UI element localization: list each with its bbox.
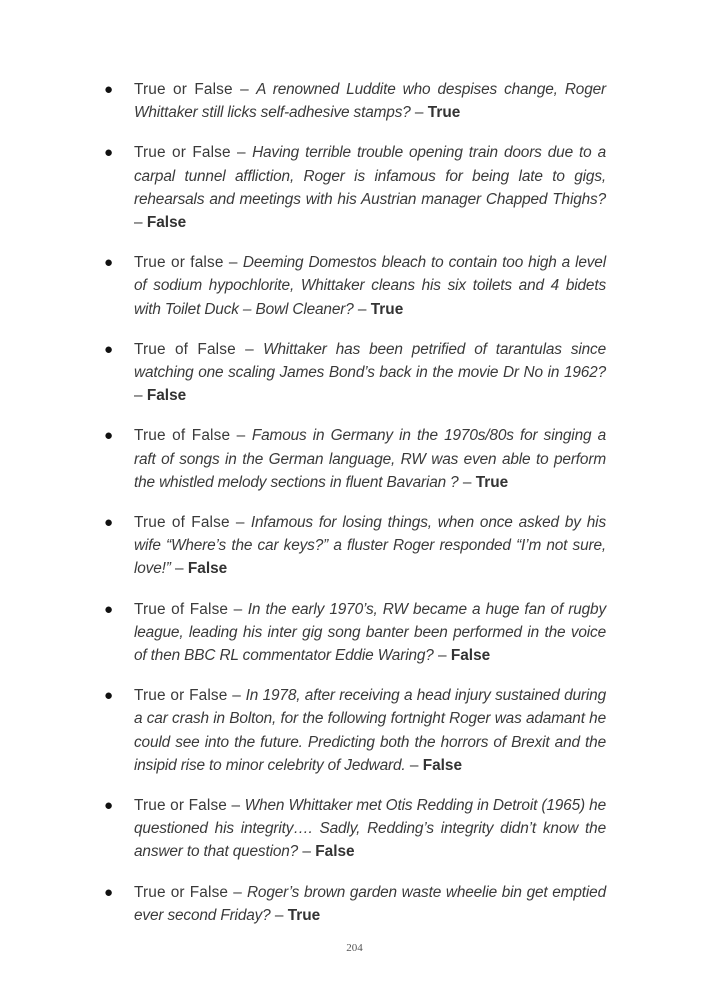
bullet-icon: ● (104, 514, 114, 532)
quiz-question: Infamous for losing things, when once asked by his wife “Where’s the car keys?” a fluster Roger responded “I’m not sure, love!” (134, 514, 607, 578)
quiz-prefix: True or False – (134, 81, 257, 98)
bullet-icon: ● (104, 797, 114, 815)
quiz-question: Having terrible trouble opening train doors due to a carpal tunnel affliction, Roger is infamous for being late to gigs, rehearsals and meetings with his Austrian manager Chapped Thighs? (134, 144, 606, 208)
quiz-prefix: True or false – (134, 254, 243, 272)
bullet-icon: ● (104, 427, 114, 445)
quiz-question: A renowned Luddite who despises change, Roger Whittaker still licks self-adhesive stamps? (134, 81, 606, 122)
bullet-icon: ● (104, 687, 114, 705)
quiz-question: When Whittaker met Otis Redding in Detroit (1965) he questioned his integrity…. Sadly, Redding’s integrity didn’t know the answer to that question? (134, 797, 606, 861)
quiz-item-2 (104, 141, 606, 234)
quiz-answer: False (187, 560, 228, 578)
quiz-item-8 (104, 684, 606, 777)
quiz-prefix: True or False – (134, 687, 246, 705)
quiz-separator: – (170, 560, 188, 578)
quiz-item-6 (104, 511, 607, 581)
quiz-question: In 1978, after receiving a head injury sustained during a car crash in Bolton, for the following fortnight Roger was adamant he could see into the future. Predicting both the horrors of Brexit and the insipid rise to minor celebrity of Jedward. (134, 687, 606, 774)
quiz-item-9 (104, 794, 606, 864)
quiz-answer: False (450, 647, 491, 665)
quiz-question: Whittaker has been petrified of tarantulas since watching one scaling James Bond’s back in the movie Dr No in 1962? (134, 340, 606, 382)
quiz-item-1 (104, 78, 606, 124)
quiz-item-5 (104, 424, 606, 494)
quiz-prefix: True or False – (134, 883, 247, 901)
bullet-icon: ● (104, 144, 114, 162)
quiz-answer: True (427, 104, 461, 122)
quiz-separator: – (433, 647, 451, 665)
quiz-separator: – (134, 387, 147, 405)
quiz-list (104, 78, 607, 944)
bullet-icon: ● (104, 81, 114, 98)
quiz-prefix: True or False – (134, 797, 245, 815)
quiz-question: Roger’s brown garden waste wheelie bin get emptied ever second Friday? (134, 883, 606, 924)
quiz-prefix: True of False – (134, 340, 264, 358)
bullet-icon: ● (104, 883, 114, 901)
bullet-icon: ● (104, 340, 114, 358)
bullet-icon: ● (104, 254, 114, 272)
quiz-item-3 (104, 251, 606, 321)
quiz-answer: False (422, 756, 463, 774)
quiz-answer: False (146, 214, 187, 232)
quiz-separator: – (270, 906, 288, 924)
quiz-item-10 (104, 881, 606, 927)
quiz-question: Famous in Germany in the 1970s/80s for singing a raft of songs in the German language, RW was even able to perform the whistled melody sections in fluent Bavarian ? (134, 427, 606, 491)
page-number: 204 (346, 942, 363, 954)
quiz-separator: – (353, 300, 371, 318)
bullet-icon: ● (104, 600, 114, 618)
quiz-prefix: True of False – (134, 514, 251, 532)
quiz-separator: – (410, 104, 428, 122)
quiz-answer: True (370, 300, 404, 318)
quiz-separator: – (405, 756, 423, 774)
quiz-question: Deeming Domestos bleach to contain too high a level of sodium hypochlorite, Whittaker cleans his six toilets and 4 bidets with Toilet Duck – Bowl Cleaner? (134, 254, 606, 318)
quiz-answer: True (287, 906, 321, 924)
quiz-prefix: True of False – (134, 427, 252, 445)
quiz-separator: – (298, 843, 316, 861)
quiz-prefix: True or False – (134, 144, 253, 162)
quiz-question: In the early 1970’s, RW became a huge fan of rugby league, leading his inter gig song banter been performed in the voice of then BBC RL commentator Eddie Waring? (134, 600, 606, 665)
quiz-item-7 (104, 598, 606, 668)
quiz-separator: – (134, 214, 147, 232)
quiz-prefix: True of False – (134, 600, 248, 618)
quiz-answer: False (315, 843, 355, 861)
quiz-answer: False (146, 387, 187, 405)
quiz-answer: True (475, 473, 509, 491)
quiz-separator: – (458, 473, 476, 491)
quiz-item-4 (104, 338, 606, 408)
